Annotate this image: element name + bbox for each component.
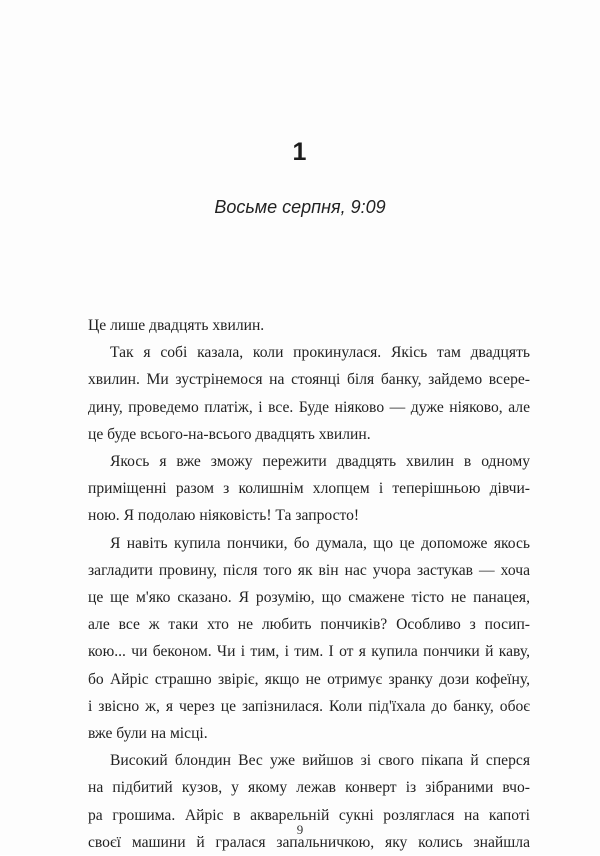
text-line: Так я собі казала, коли прокинулася. Якісь там двадцять: [110, 344, 530, 362]
chapter-number: 1: [292, 138, 308, 166]
page-number: 9: [296, 822, 304, 837]
text-line: Якось я вже зможу пережити двадцять хвилин в одному: [110, 453, 530, 471]
chapter-body-text: [88, 312, 530, 856]
text-line: Це лише двадцять хвилин.: [88, 317, 265, 334]
text-line: кою... чи беконом. Чи і тим, і тим. І от я купила пончики й каву,: [88, 643, 530, 661]
text-line: загладити провину, після того як він нас учора застукав — хоча: [88, 561, 530, 579]
text-line: на підбитий кузов, у якому лежав конверт із зібраними вчо-: [88, 779, 530, 797]
text-line: і звісно ж, я через це запізнилася. Коли під'їхала до банку, обоє: [88, 697, 530, 715]
text-line: це ще м'яко сказано. Я розумію, що смажене тісто не панацея,: [88, 589, 530, 607]
text-line: ною. Я подолаю ніяковість! Та запросто!: [88, 507, 360, 525]
text-line: дину, проведемо платіж, і все. Буде ніяково — дуже ніяково, але: [88, 398, 530, 416]
text-line: ра грошима. Айріс в акварельній сукні розляглася на капоті: [88, 806, 530, 824]
text-line: це буде всього-на-всього двадцять хвилин.: [88, 425, 371, 443]
text-line: вже були на місці.: [88, 725, 208, 743]
text-line: Я навіть купила пончики, бо думала, що це допоможе якось: [110, 534, 530, 552]
text-line: своєї машини й гралася запальничкою, яку колись знайшла: [88, 833, 530, 851]
text-line: бо Айріс страшно звіріє, якщо не отримує зранку дози кофеїну,: [88, 670, 530, 688]
chapter-subtitle: Восьме серпня, 9:09: [214, 197, 386, 217]
text-line: Високий блондин Вес уже вийшов зі свого пікапа й сперся: [110, 752, 530, 770]
text-line: але все ж таки хто не любить пончиків? Особливо з посип-: [88, 616, 530, 634]
text-line: хвилин. Ми зустрінемося на стоянці біля банку, зайдемо всере-: [88, 371, 530, 389]
text-line: приміщенні разом з колишнім хлопцем і теперішньою дівчи-: [88, 480, 530, 498]
